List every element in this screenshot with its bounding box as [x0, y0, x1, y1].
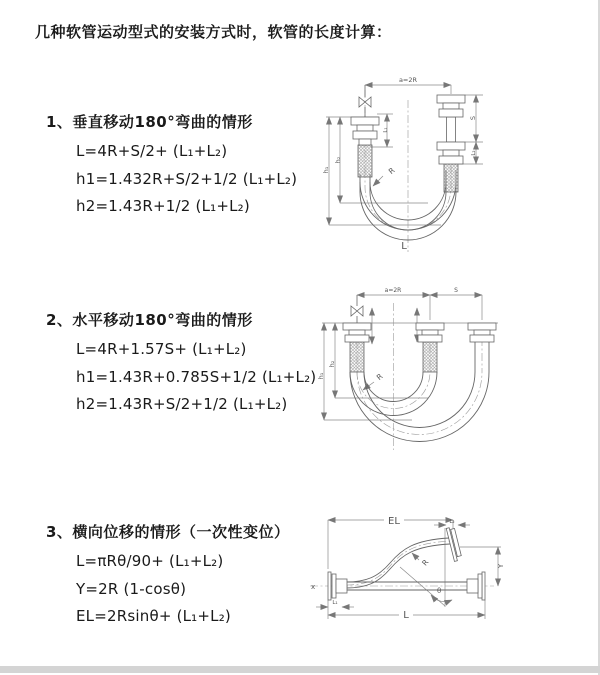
angle-label-theta: θ	[437, 587, 442, 595]
dim-label-h1: h₁	[317, 372, 325, 380]
fittings	[343, 323, 496, 372]
dim-label-a2r: a=2R	[384, 287, 402, 294]
valve-icon	[351, 295, 363, 323]
diagram-lateral-displacement	[298, 503, 583, 653]
flanges	[328, 527, 485, 600]
hose	[350, 342, 489, 442]
dim-label-el: EL	[388, 516, 400, 527]
braided-hose-section	[444, 164, 458, 192]
page-title: 几种软管运动型式的安装方式时，软管的长度计算：	[35, 23, 392, 41]
axis-mark-label: x	[311, 583, 316, 591]
formula-h2: h2=1.43R+S/2+1/2 (L₁+L₂)	[76, 395, 288, 413]
section-1-heading: 1、垂直移动180°弯曲的情形	[46, 113, 253, 131]
dim-label-s: S	[469, 115, 477, 121]
dim-label-l1: L₁	[383, 127, 389, 133]
formula-h1: h1=1.432R+S/2+1/2 (L₁+L₂)	[76, 169, 298, 188]
dim-label-l: L	[403, 610, 409, 621]
formula-h2: h2=1.43R+1/2 (L₁+L₂)	[76, 197, 250, 215]
dim-label-a2r: a=2R	[398, 76, 418, 84]
formula-length: L=πRθ/90+ (L₁+L₂)	[76, 552, 224, 570]
dim-label-r: R	[420, 557, 431, 568]
section-vertical-movement	[46, 112, 297, 221]
section-2-heading: 2、水平移动180°弯曲的情形	[46, 311, 253, 329]
diagram-horizontal-u-bend	[300, 278, 580, 468]
dim-label-l1: L₁	[332, 600, 338, 606]
dim-label-h2: h₂	[334, 156, 342, 164]
diagram-vertical-u-bend	[313, 70, 558, 260]
dim-label-y: Y	[497, 563, 505, 569]
dim-label-h2: h₂	[328, 360, 336, 368]
section-3-heading: 3、横向位移的情形（一次性变位）	[46, 523, 290, 541]
dim-label-r: R	[374, 371, 385, 383]
scan-edge-bottom	[0, 666, 600, 673]
dimension-lines	[316, 520, 501, 619]
section-horizontal-movement	[46, 310, 316, 419]
dim-label-r: R	[386, 165, 397, 177]
dim-label-l: L	[401, 241, 407, 252]
dim-label-l2: L₂	[471, 150, 477, 156]
section-lateral-displacement	[46, 522, 289, 631]
dim-label-l2: L₂	[449, 519, 455, 525]
dim-label-s: S	[454, 287, 458, 294]
formula-y: Y=2R (1-cosθ)	[76, 579, 187, 598]
formula-el: EL=2Rsinθ+ (L₁+L₂)	[76, 607, 231, 625]
formula-h1: h1=1.43R+0.785S+1/2 (L₁+L₂)	[76, 367, 317, 386]
formula-length: L=4R+S/2+ (L₁+L₂)	[76, 142, 228, 160]
braided-hose-section	[423, 342, 437, 372]
dimension-lines	[326, 85, 483, 225]
dimension-lines	[322, 295, 498, 420]
dim-label-h1: h₁	[322, 166, 330, 174]
braided-hose-section	[350, 342, 364, 372]
formula-length: L=4R+1.57S+ (L₁+L₂)	[76, 340, 247, 358]
braided-hose-section	[358, 145, 372, 177]
